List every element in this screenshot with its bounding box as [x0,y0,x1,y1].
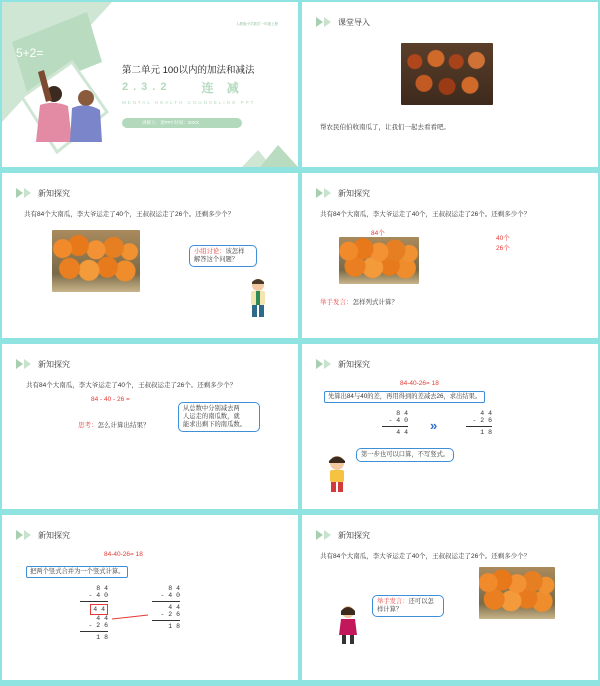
slide-header [316,529,370,541]
caption: 帮农民伯伯收南瓜了，让我们一起去看看吧。 [320,124,450,131]
pumpkin-photo [339,237,419,284]
slide-header [316,358,370,370]
question: 共有84个大南瓜，李大爷运走了40个，王叔叔运走了26个。还剩多少个？ [320,211,531,218]
tip-bubble: 第一步也可以口算，不写竖式。 [356,448,454,462]
top-note: 人教版小学数学一年级上册 [236,22,278,26]
header-title: 新知探究 [38,188,70,198]
slide-header [16,187,70,199]
chevron-icon [324,359,331,369]
bubble-text: 该怎样 [225,248,245,255]
prompt-bubble [372,595,444,617]
calc-line: - 2 6 [160,611,180,618]
teacher-figure [336,605,360,645]
note-line: 能求出剩下的南瓜数。 [183,421,246,428]
chevron-icon [24,359,31,369]
prompt-text: 样计算？ [377,606,403,613]
slide-explore-6[interactable] [302,515,598,680]
note-line: 从总数中分别减去两 [183,405,240,412]
label-total: 84个 [371,230,385,237]
think-text: 怎么计算出结果？ [97,422,150,429]
slide-header [16,529,70,541]
header-title: 新知探究 [38,359,70,369]
header-title: 课堂导入 [338,17,370,27]
header-title: 新知探究 [38,530,70,540]
calc-line: 8 4 [96,585,108,592]
pumpkin-photo [479,567,555,619]
chevron-icon [24,188,31,198]
lesson-number: 2.3.2 [122,81,172,93]
slide-header [16,358,70,370]
double-arrow-icon: » [430,418,438,433]
prompt-text: 还可以怎 [408,598,434,605]
chevron-icon [16,188,23,198]
chevron-icon [316,17,323,27]
label-40: 40个 [496,235,510,242]
chevron-icon [324,188,331,198]
calc-rule [80,601,108,602]
method-note [178,402,260,432]
question: 共有84个大南瓜，李大爷运走了40个，王叔叔运走了26个。还剩多少个？ [320,553,531,560]
calc-line: 1 8 [96,634,108,641]
bubble-label: 小组讨论： [194,248,226,255]
calc-line: - 4 0 [88,592,108,599]
subtitle-en: MENTAL HEALTH COUNSELING PPT [122,100,256,105]
calc-line: 8 4 [168,585,180,592]
chevron-icon [324,17,331,27]
lesson-title: 连 减 [201,80,239,95]
step-note: 先算出84与40的差，再用得到的差减去26，求出结果。 [324,391,485,403]
header-title: 新知探究 [338,530,370,540]
calc-line: 8 4 [396,410,408,417]
header-title: 新知探究 [338,359,370,369]
calc-line: 4 4 [96,615,108,622]
vertical-calc-1 [382,410,408,436]
slide-header [316,16,370,28]
calc-line: 1 8 [480,429,492,436]
calc-line: 4 4 [396,429,408,436]
calc-rule [152,601,180,602]
chevron-icon [24,530,31,540]
calc-rule [466,426,492,427]
calc-line: - 2 6 [472,417,492,424]
calc-rule [80,631,108,632]
header-title: 新知探究 [338,188,370,198]
chevron-icon [316,359,323,369]
left-vertical-calc [80,585,108,641]
slide-explore-2[interactable] [302,173,598,338]
slide-explore-3[interactable] [2,344,298,509]
calc-rule [382,426,408,427]
slide-explore-1[interactable] [2,173,298,338]
calc-line: - 2 6 [88,622,108,629]
vertical-calc-2 [466,410,492,436]
calc-line: 4 4 [480,410,492,417]
prompt-text: 怎样列式计算？ [352,299,398,306]
chevron-icon [316,530,323,540]
note-line: 人运走的南瓜数，就 [183,413,240,420]
prompt-label: 举手发言： [377,598,409,605]
calc-line: - 4 0 [388,417,408,424]
chevron-icon [324,530,331,540]
unit-title: 第二单元 100以内的加法和减法 [122,65,255,76]
think-label: 思考： [78,422,98,429]
slide-explore-5[interactable] [2,515,298,680]
pumpkin-photo [52,230,140,292]
connector-arrow [112,612,152,622]
calc-line: 4 4 [168,604,180,611]
expression: 84-40-26= 18 [400,380,439,387]
question: 共有84个大南瓜，李大爷运走了40个，王叔叔运走了26个。还剩多少个？ [26,382,237,389]
slide-explore-4[interactable] [302,344,598,509]
expression: 84 - 40 - 26 = [91,396,130,403]
prompt [320,297,398,306]
chevron-icon [16,530,23,540]
slide-intro[interactable] [302,2,598,167]
calc-line-boxed: 4 4 [90,604,108,615]
prompt-label: 举手发言： [320,299,353,306]
slide-header [316,187,370,199]
discussion-bubble [189,245,257,267]
author-line: 讲解人：麦PPT 时间：20XX [142,120,199,125]
question: 共有84个大南瓜，李大爷运走了40个，王叔叔运走了26个。还剩多少个？ [24,211,235,218]
label-26: 26个 [496,245,510,252]
calc-line: - 4 0 [160,592,180,599]
calc-rule [152,620,180,621]
slide-title[interactable] [2,2,298,167]
pumpkin-photo [401,43,493,105]
teacher-figure [245,277,271,319]
calc-line: 1 8 [168,623,180,630]
badge-5plus2: 5+2= [16,46,44,60]
merge-note: 把两个竖式合并为一个竖式计算。 [26,566,128,578]
think-prompt [78,420,150,429]
chevron-icon [316,188,323,198]
student-figure [324,454,350,494]
lesson-heading [122,78,282,96]
expression: 84-40-26= 18 [104,551,143,558]
bubble-text: 解答这个问题？ [194,256,239,263]
right-vertical-calc [152,585,180,630]
chevron-icon [16,359,23,369]
